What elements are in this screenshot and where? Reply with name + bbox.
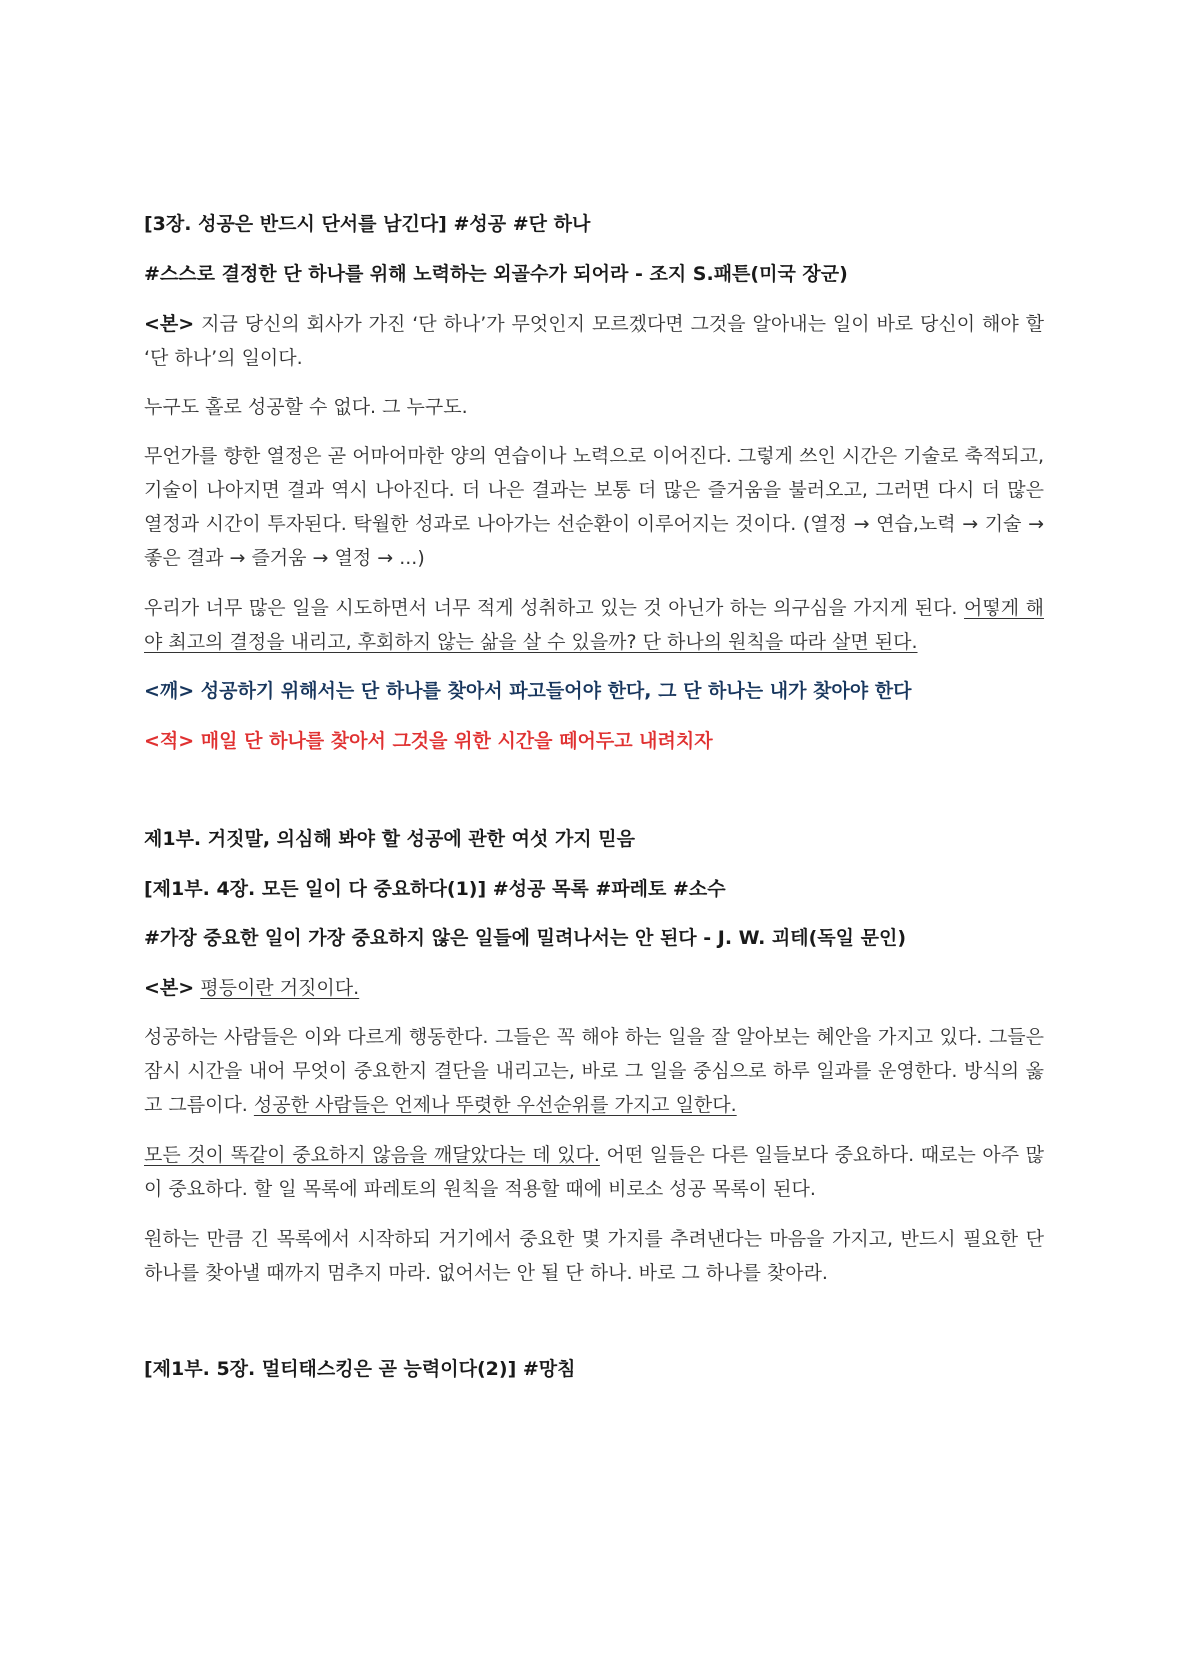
paragraph-2-underlined: 성공한 사람들은 언제나 뚜렷한 우선순위를 가지고 일한다. <box>253 1094 737 1116</box>
bon-text: 지금 당신의 회사가 가진 ‘단 하나’가 무엇인지 모르겠다면 그것을 알아내는 일이 바로 당신이 해야 할 ‘단 하나’의 일이다. <box>144 313 1044 369</box>
paragraph-3-underlined: 모든 것이 똑같이 중요하지 않음을 깨달았다는 데 있다. <box>144 1144 600 1166</box>
chapter4-bon-paragraph <box>144 971 1044 1005</box>
insight-line: <깨> 성공하기 위해서는 단 하나를 찾아서 파고들어야 한다, 그 단 하나는 내가 찾아야 한다 <box>144 680 912 702</box>
chapter3-paragraph-2: 누구도 홀로 성공할 수 없다. 그 누구도. <box>144 396 468 418</box>
paragraph-4-text: 우리가 너무 많은 일을 시도하면서 너무 적게 성취하고 있는 것 아닌가 하는 의구심을 가지게 된다. <box>144 597 965 619</box>
chapter3-quote: #스스로 결정한 단 하나를 위해 노력하는 외골수가 되어라 - 조지 S.패튼(미국 장군) <box>144 263 848 285</box>
paragraph-2-text: 성공하는 사람들은 이와 다르게 행동한다. 그들은 꼭 해야 하는 일을 잘 알아보는 혜안을 가지고 있다. 그들은 잠시 시간을 내어 무엇이 중요한지 결단을 내리고는, 바로 그 일을 중심으로 하루 일과를 운영한다. 방식의 옳고 그름이다. <box>144 1026 1044 1116</box>
paragraph-3-text: 어떤 일들은 다른 일들보다 중요하다. 때로는 아주 많이 중요하다. 할 일 목록에 파레토의 원칙을 적용할 때에 비로소 성공 목록이 된다. <box>144 1144 1044 1200</box>
chapter3-bon-paragraph <box>144 307 1044 375</box>
paragraph-4-underlined: 어떻게 해야 최고의 결정을 내리고, 후회하지 않는 삶을 살 수 있을까? 단 하나의 원칙을 따라 살면 된다. <box>144 597 1044 653</box>
chapter5-title: [제1부. 5장. 멀티태스킹은 곧 능력이다(2)] #망침 <box>144 1358 576 1380</box>
part1-title: 제1부. 거짓말, 의심해 봐야 할 성공에 관한 여섯 가지 믿음 <box>144 828 635 850</box>
chapter4-paragraph-4: 원하는 만큼 긴 목록에서 시작하되 거기에서 중요한 몇 가지를 추려낸다는 마음을 가지고, 반드시 필요한 단 하나를 찾아낼 때까지 멈추지 마라. 없어서는 안 될 단 하나. 바로 그 하나를 찾아라. <box>144 1228 1044 1284</box>
chapter4-paragraph-2 <box>144 1020 1044 1122</box>
chapter3-title: [3장. 성공은 반드시 단서를 남긴다] #성공 #단 하나 <box>144 213 591 235</box>
chapter4-quote: #가장 중요한 일이 가장 중요하지 않은 일들에 밀려나서는 안 된다 - J. W. 괴테(독일 문인) <box>144 927 907 949</box>
bon-label: <본> <box>144 313 195 335</box>
chapter4-paragraph-3 <box>144 1138 1044 1206</box>
chapter4-title: [제1부. 4장. 모든 일이 다 중요하다(1)] #성공 목록 #파레토 #소수 <box>144 878 726 900</box>
chapter3-paragraph-3: 무언가를 향한 열정은 곧 어마어마한 양의 연습이나 노력으로 이어진다. 그렇게 쓰인 시간은 기술로 축적되고, 기술이 나아지면 결과 역시 나아진다. 더 나은 결과는 보통 더 많은 즐거움을 불러오고, 그러면 다시 더 많은 열정과 시간이 투자된다. 탁월한 성과로 나아가는 선순환이 이루어지는 것이다. (열정 → 연습,노력 → 기술 → 좋은 결과 → 즐거움 → 열정 → ...) <box>144 445 1044 569</box>
bon-text-2: 평등이란 거짓이다. <box>200 977 360 999</box>
bon-label-2: <본> <box>144 977 195 999</box>
chapter3-paragraph-4 <box>144 591 1044 659</box>
action-line: <적> 매일 단 하나를 찾아서 그것을 위한 시간을 떼어두고 내려치자 <box>144 730 713 752</box>
